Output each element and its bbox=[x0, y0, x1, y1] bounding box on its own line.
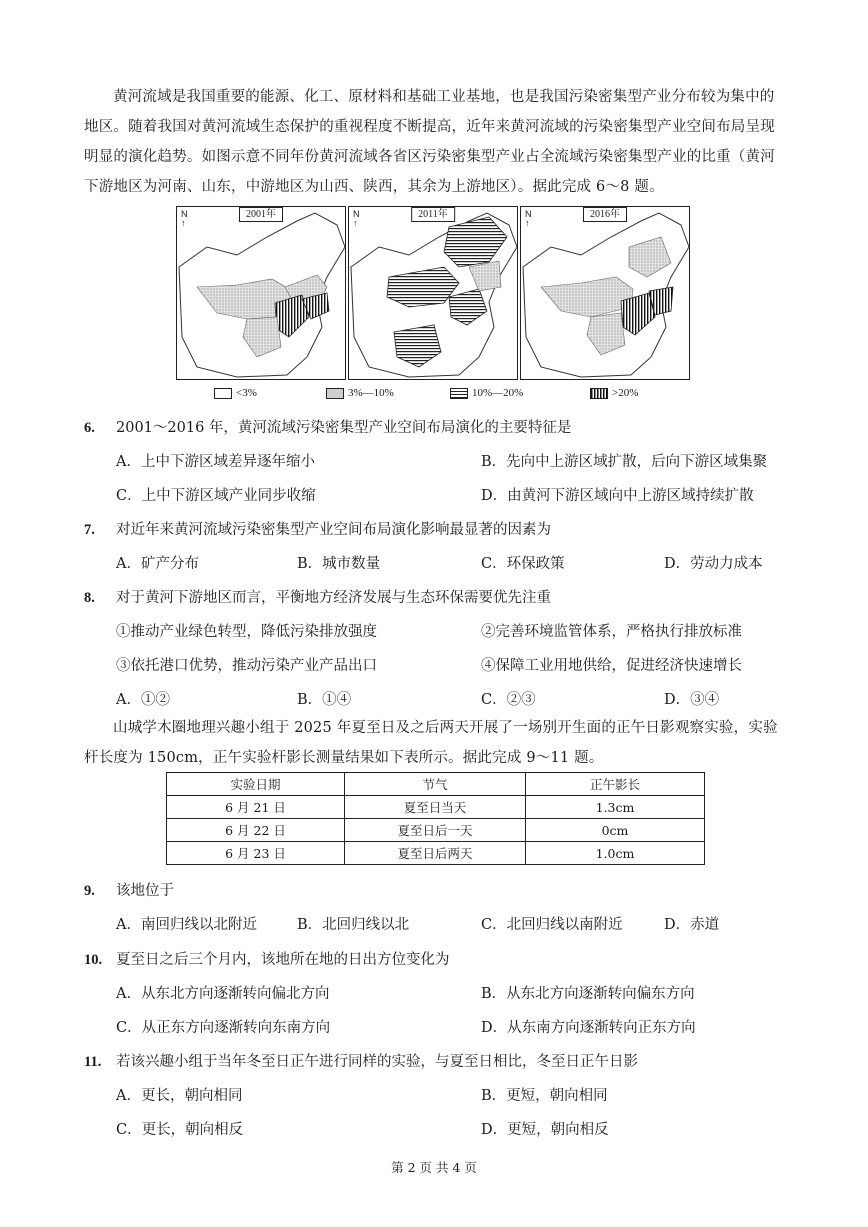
legend-item: >20% bbox=[590, 387, 638, 399]
option-b[interactable]: B．更短，朝向相同 bbox=[481, 1088, 608, 1104]
legend-swatch-vstripe bbox=[590, 388, 608, 399]
statement-4: ④保障工业用地供给，促进经济快速增长 bbox=[481, 658, 742, 674]
table-header: 节气 bbox=[345, 773, 526, 796]
table-cell: 夏至日后两天 bbox=[345, 842, 526, 865]
option-c[interactable]: C．从正东方向逐渐转向东南方向 bbox=[116, 1020, 331, 1036]
question-7: 7. 对近年来黄河流域污染密集型产业空间布局演化影响最显著的因素为 bbox=[84, 522, 551, 538]
option-b[interactable]: B．北回归线以北 bbox=[297, 917, 410, 933]
option-d[interactable]: D．从东南方向逐渐转向正东方向 bbox=[481, 1020, 696, 1036]
question-10: 10. 夏至日之后三个月内，该地所在地的日出方位变化为 bbox=[84, 952, 450, 968]
table-header-row bbox=[167, 773, 705, 796]
intro-paragraph-2: 山城学木圈地理兴趣小组于 2025 年夏至日及之后两天开展了一场别开生面的正午日影观察实验，实验杆长度为 150cm，正午实验杆影长测量结果如下表所示。据此完成 9～11 题。 bbox=[84, 720, 778, 766]
question-8: 8. 对于黄河下游地区而言，平衡地方经济发展与生态环保需要优先注重 bbox=[84, 590, 551, 606]
north-arrow-icon: N ↑ bbox=[181, 209, 188, 228]
north-arrow-icon: N ↑ bbox=[353, 209, 360, 228]
map-2016 bbox=[520, 206, 690, 380]
option-b[interactable]: B．①④ bbox=[297, 692, 352, 708]
question-9: 9. 该地位于 bbox=[84, 883, 174, 899]
question-text: 2001～2016 年，黄河流域污染密集型产业空间布局演化的主要特征是 bbox=[116, 420, 572, 436]
map-year-label: 2011年 bbox=[411, 207, 455, 222]
question-text: 该地位于 bbox=[116, 883, 174, 899]
map-year-label: 2016年 bbox=[583, 207, 627, 222]
option-b[interactable]: B．城市数量 bbox=[297, 556, 381, 572]
option-b[interactable]: B．先向中上游区域扩散，后向下游区域集聚 bbox=[481, 454, 768, 470]
table-cell: 0cm bbox=[526, 819, 705, 842]
option-d[interactable]: D．③④ bbox=[664, 692, 720, 708]
option-c[interactable]: C．环保政策 bbox=[481, 556, 565, 572]
table-cell: 夏至日当天 bbox=[345, 796, 526, 819]
option-a[interactable]: A．①② bbox=[116, 692, 170, 708]
north-arrow-icon: N ↑ bbox=[525, 209, 532, 228]
table-cell: 6 月 21 日 bbox=[167, 796, 345, 819]
option-a[interactable]: A．南回归线以北附近 bbox=[116, 917, 257, 933]
option-d[interactable]: D．更短，朝向相反 bbox=[481, 1122, 609, 1138]
map-2011 bbox=[348, 206, 518, 380]
option-d[interactable]: D．赤道 bbox=[664, 917, 720, 933]
statement-2: ②完善环境监管体系，严格执行排放标准 bbox=[481, 624, 742, 640]
option-a[interactable]: A．从东北方向逐渐转向偏北方向 bbox=[116, 986, 330, 1002]
question-6: 6. 2001～2016 年，黄河流域污染密集型产业空间布局演化的主要特征是 bbox=[84, 420, 572, 436]
legend-item: <3% bbox=[214, 387, 257, 399]
statement-1: ①推动产业绿色转型，降低污染排放强度 bbox=[116, 624, 377, 640]
question-text: 对近年来黄河流域污染密集型产业空间布局演化影响最显著的因素为 bbox=[116, 522, 551, 538]
table-row bbox=[167, 819, 705, 842]
table-cell: 6 月 23 日 bbox=[167, 842, 345, 865]
table-cell: 6 月 22 日 bbox=[167, 819, 345, 842]
legend-swatch-dots bbox=[326, 388, 344, 399]
legend-item: 3%—10% bbox=[326, 387, 394, 399]
statement-3: ③依托港口优势，推动污染产业产品出口 bbox=[116, 658, 377, 674]
option-d[interactable]: D．由黄河下游区域向中上游区域持续扩散 bbox=[481, 488, 754, 504]
option-c[interactable]: C．上中下游区域产业同步收缩 bbox=[116, 488, 316, 504]
map-figure bbox=[176, 206, 690, 380]
table-cell: 1.3cm bbox=[526, 796, 705, 819]
question-text: 若该兴趣小组于当年冬至日正午进行同样的实验，与夏至日相比，冬至日正午日影 bbox=[116, 1054, 638, 1070]
table-row bbox=[167, 796, 705, 819]
option-c[interactable]: C．②③ bbox=[481, 692, 536, 708]
legend-swatch-blank bbox=[214, 388, 232, 399]
option-c[interactable]: C．更长，朝向相反 bbox=[116, 1122, 244, 1138]
map-2001 bbox=[176, 206, 346, 380]
map-year-label: 2001年 bbox=[239, 207, 283, 222]
question-text: 夏至日之后三个月内，该地所在地的日出方位变化为 bbox=[116, 952, 450, 968]
option-c[interactable]: C．北回归线以南附近 bbox=[481, 917, 623, 933]
legend-item: 10%—20% bbox=[450, 387, 523, 399]
table-header: 正午影长 bbox=[526, 773, 705, 796]
option-a[interactable]: A．上中下游区域差异逐年缩小 bbox=[116, 454, 315, 470]
question-11: 11. 若该兴趣小组于当年冬至日正午进行同样的实验，与夏至日相比，冬至日正午日影 bbox=[84, 1054, 638, 1070]
table-header: 实验日期 bbox=[167, 773, 345, 796]
page-footer: 第 2 页 共 4 页 bbox=[391, 1160, 477, 1175]
option-d[interactable]: D．劳动力成本 bbox=[664, 556, 763, 572]
option-a[interactable]: A．更长，朝向相同 bbox=[116, 1088, 243, 1104]
table-cell: 1.0cm bbox=[526, 842, 705, 865]
table-cell: 夏至日后一天 bbox=[345, 819, 526, 842]
option-b[interactable]: B．从东北方向逐渐转向偏东方向 bbox=[481, 986, 695, 1002]
intro-paragraph-1: 黄河流域是我国重要的能源、化工、原材料和基础工业基地，也是我国污染密集型产业分布较为集中的地区。随着我国对黄河流域生态保护的重视程度不断提高，近年来黄河流域的污染密集型产业空间布局呈现明显的演化趋势。如图示意不同年份黄河流域各省区污染密集型产业占全流域污染密集型产业的比重（黄河下游地区为河南、山东，中游地区为山西、陕西，其余为上游地区）。据此完成 6～8 题。 bbox=[84, 89, 775, 195]
observation-table bbox=[166, 772, 705, 865]
question-text: 对于黄河下游地区而言，平衡地方经济发展与生态环保需要优先注重 bbox=[116, 590, 551, 606]
table-row bbox=[167, 842, 705, 865]
legend-swatch-hstripe bbox=[450, 388, 468, 399]
option-a[interactable]: A．矿产分布 bbox=[116, 556, 199, 572]
